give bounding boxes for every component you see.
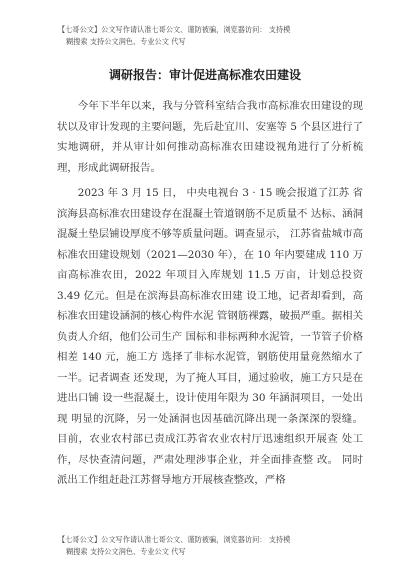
page-header: [58, 24, 368, 48]
document-body: [57, 96, 363, 491]
page-footer: [58, 534, 368, 558]
paragraph-2: 2023 年 3 月 15 日， 中央电视台 3 · 15 晚会报道了江苏 省滨海县高标准农田建设存在混凝土管道钢筋不足质量不 达标、涵洞混凝土垫层铺设厚度不够等质量问题。调查显示， 江苏省盐城市高标准农田建设规划（2021—2030 年），在 10 年内要建成 110 万亩高标准农田，2022 年项目入库规划 11.5 万亩，计划总投资 3.49 亿元。但是在滨海县高标准农田建 设工地，记者却看到，高标准农田建设涵洞的核心构件水泥 管钢筋裸露，破损严重。据相关负责人介绍，他们公司生产 国标和非标两种水泥管，一节管子价格相差 140 元，施工方 选择了非标水泥管，钢筋使用量竟然缩水了一半。记者调查 还发现，为了掩人耳目，通过验收，施工方只是在进出口铺 设一些混凝土，设计使用年限为 30 年涵洞项目，一处出现 明显的沉降，另一处涵洞也因基础沉降出现一条深深的裂缝。 目前，农业农村部已责成江苏省农业农村厅迅速组织开展查 处工作，尽快查清问题，严肃处理涉事企业，并全面排查整 改。 同时派出工作组赶赴江苏督导地方开展核查整改，严格: [57, 187, 363, 486]
footer-line-1: 【七哥公文】公文写作请认准七哥公文、谨防被骗，浏览器访问： 支持模: [58, 535, 291, 544]
header-line-2: 糊搜索 支持公文润色、专业公文 代写: [66, 37, 186, 46]
footer-line-2: 糊搜索 支持公文润色、专业公文 代写: [66, 547, 186, 556]
paragraph-1: 今年下半年以来，我与分管科室结合我市高标准农田建设的现状以及审计发现的主要问题，先后赴宜川、安塞等 5 个县区进行了实地调研，并从审计如何推动高标准农田建设视角进行了分析梳理，形成此调研报告。: [57, 100, 363, 174]
header-line-1: 【七哥公文】公文写作请认准七哥公文、谨防被骗，浏览器访问： 支持模: [58, 25, 291, 34]
document-title: 调研报告：审计促进高标准农田建设: [108, 68, 301, 82]
